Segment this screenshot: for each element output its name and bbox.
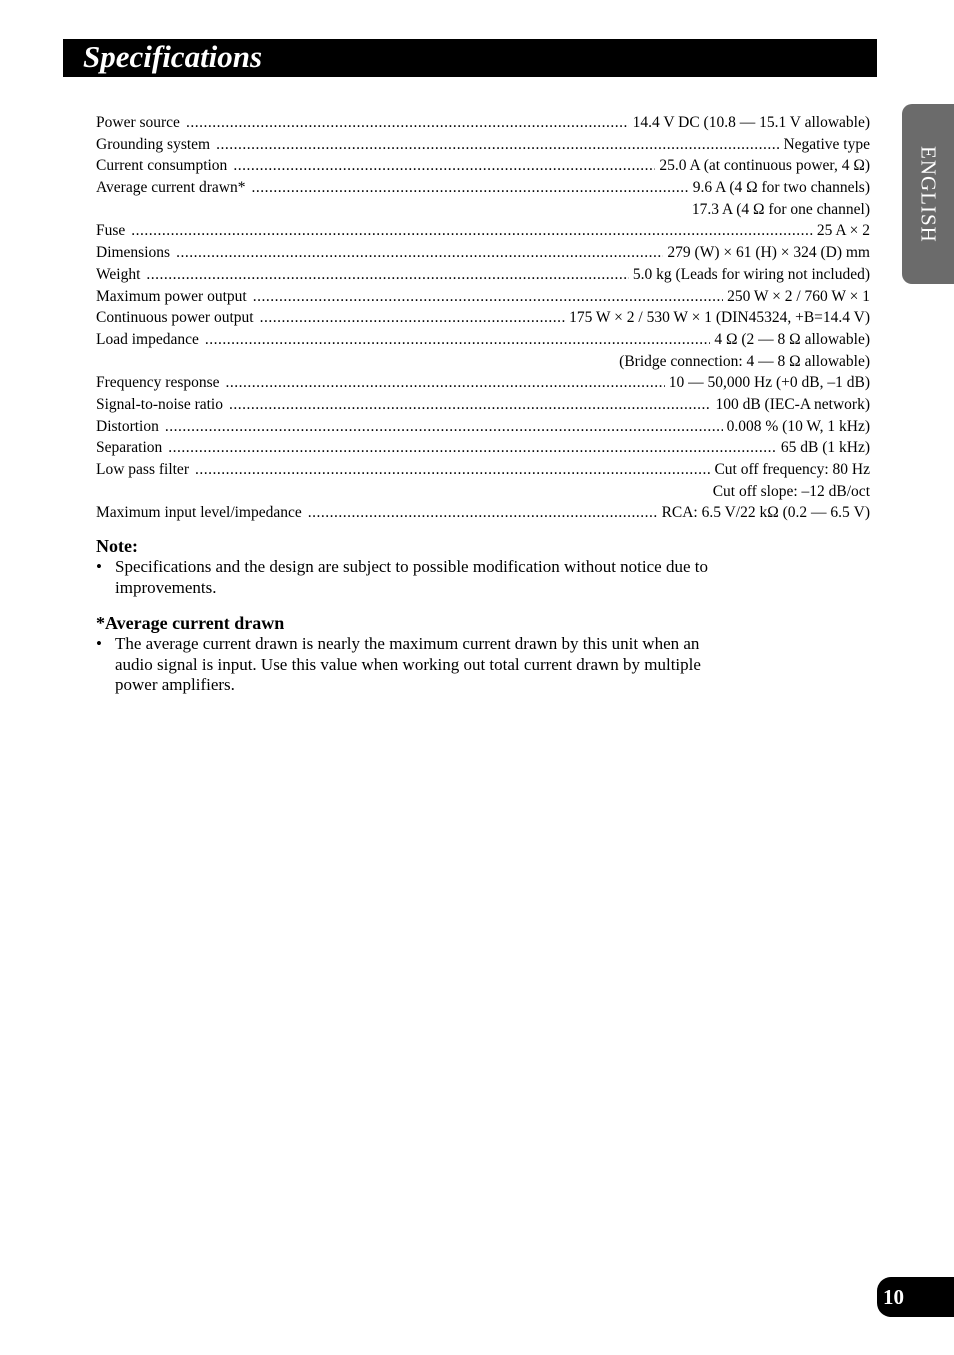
bullet-icon: • [96, 557, 102, 576]
spec-row-current-consumption [96, 155, 870, 177]
page-title: Specifications [83, 39, 263, 74]
average-current-text: The average current drawn is nearly the maximum current drawn by this unit when an audio signal is input. Use this value when working out total current drawn by multiple power amplifiers. [115, 634, 701, 694]
note-block [96, 535, 716, 598]
spec-value: 175 W × 2 / 530 W × 1 (DIN45324, +B=14.4 V) [569, 309, 870, 327]
spec-value: 279 (W) × 61 (H) × 324 (D) mm [667, 244, 870, 262]
dot-leader [260, 307, 565, 329]
spec-row-load-impedance [96, 329, 870, 351]
spec-value: 65 dB (1 kHz) [780, 439, 870, 457]
spec-row-continuation [96, 351, 870, 373]
dot-leader [205, 329, 711, 351]
average-current-bullet [96, 634, 716, 696]
spec-value: 9.6 A (4 Ω for two channels) [692, 179, 870, 197]
spec-row-frequency-response [96, 372, 870, 394]
spec-row-signal-to-noise-ratio [96, 394, 870, 416]
page-number: 10 [877, 1277, 954, 1317]
spec-row-fuse [96, 220, 870, 242]
note-text: Specifications and the design are subject to possible modification without notice due to improvements. [115, 557, 708, 597]
spec-value: Negative type [783, 135, 870, 153]
spec-row-continuation [96, 199, 870, 221]
spec-value-continuation: Cut off slope: –12 dB/oct [712, 482, 870, 500]
spec-value: 5.0 kg (Leads for wiring not included) [632, 265, 870, 283]
spec-label: Current consumption [96, 157, 228, 175]
spec-label: Maximum power output [96, 287, 247, 305]
average-current-block [96, 612, 716, 696]
spec-row-continuous-power-output [96, 307, 870, 329]
language-tab [902, 104, 954, 284]
average-current-heading: *Average current drawn [96, 613, 285, 633]
spec-label: Frequency response [96, 374, 220, 392]
spec-value: 4 Ω (2 — 8 Ω allowable) [714, 330, 870, 348]
spec-value: 10 — 50,000 Hz (+0 dB, –1 dB) [668, 374, 870, 392]
spec-row-weight [96, 264, 870, 286]
spec-label: Load impedance [96, 330, 199, 348]
spec-row-continuation [96, 481, 870, 503]
spec-row-dimensions [96, 242, 870, 264]
spec-label: Signal-to-noise ratio [96, 395, 223, 413]
spec-label: Weight [96, 265, 141, 283]
dot-leader [186, 112, 629, 134]
spec-label: Continuous power output [96, 309, 254, 327]
dot-leader [229, 394, 711, 416]
spec-row-maximum-power-output [96, 286, 870, 308]
dot-leader [308, 502, 658, 524]
spec-value-continuation: (Bridge connection: 4 — 8 Ω allowable) [619, 352, 870, 370]
dot-leader [233, 155, 655, 177]
spec-label: Separation [96, 439, 163, 457]
note-bullet [96, 557, 716, 598]
spec-label: Average current drawn* [96, 179, 246, 197]
spec-value: Cut off frequency: 80 Hz [714, 461, 870, 478]
spec-row-low-pass-filter [96, 459, 870, 481]
spec-value: RCA: 6.5 V/22 kΩ (0.2 — 6.5 V) [661, 504, 870, 522]
notes-section [96, 535, 716, 696]
spec-value: 25.0 A (at continuous power, 4 Ω) [659, 157, 870, 175]
spec-label: Distortion [96, 417, 159, 435]
dot-leader [146, 264, 628, 286]
spec-value: 25 A × 2 [816, 222, 870, 240]
spec-label: Low pass filter [96, 461, 189, 478]
spec-row-power-source [96, 112, 870, 134]
bullet-icon: • [96, 634, 102, 653]
spec-label: Maximum input level/impedance [96, 504, 302, 522]
title-bar [63, 39, 877, 77]
dot-leader [251, 177, 688, 199]
dot-leader [195, 459, 710, 481]
spec-value: 250 W × 2 / 760 W × 1 [727, 287, 870, 305]
spec-row-grounding-system [96, 134, 870, 156]
spec-label: Dimensions [96, 244, 171, 262]
spec-row-distortion [96, 416, 870, 438]
spec-label: Fuse [96, 222, 126, 240]
spec-value: 14.4 V DC (10.8 — 15.1 V allowable) [632, 114, 870, 131]
spec-value-continuation: 17.3 A (4 Ω for one channel) [691, 200, 870, 218]
dot-leader [253, 286, 723, 308]
spec-row-maximum-input-level [96, 502, 870, 524]
dot-leader [168, 437, 777, 459]
dot-leader [176, 242, 663, 264]
spec-value: 0.008 % (10 W, 1 kHz) [726, 417, 870, 435]
dot-leader [131, 220, 813, 242]
language-tab-label: ENGLISH [916, 145, 941, 243]
spec-row-average-current-drawn [96, 177, 870, 199]
spec-value: 100 dB (IEC-A network) [715, 395, 870, 413]
dot-leader [216, 134, 779, 156]
spec-label: Grounding system [96, 135, 211, 153]
dot-leader [226, 372, 665, 394]
spec-row-separation [96, 437, 870, 459]
specifications-list [96, 112, 870, 524]
dot-leader [165, 416, 723, 438]
note-heading: Note: [96, 536, 138, 556]
spec-label: Power source [96, 114, 180, 131]
